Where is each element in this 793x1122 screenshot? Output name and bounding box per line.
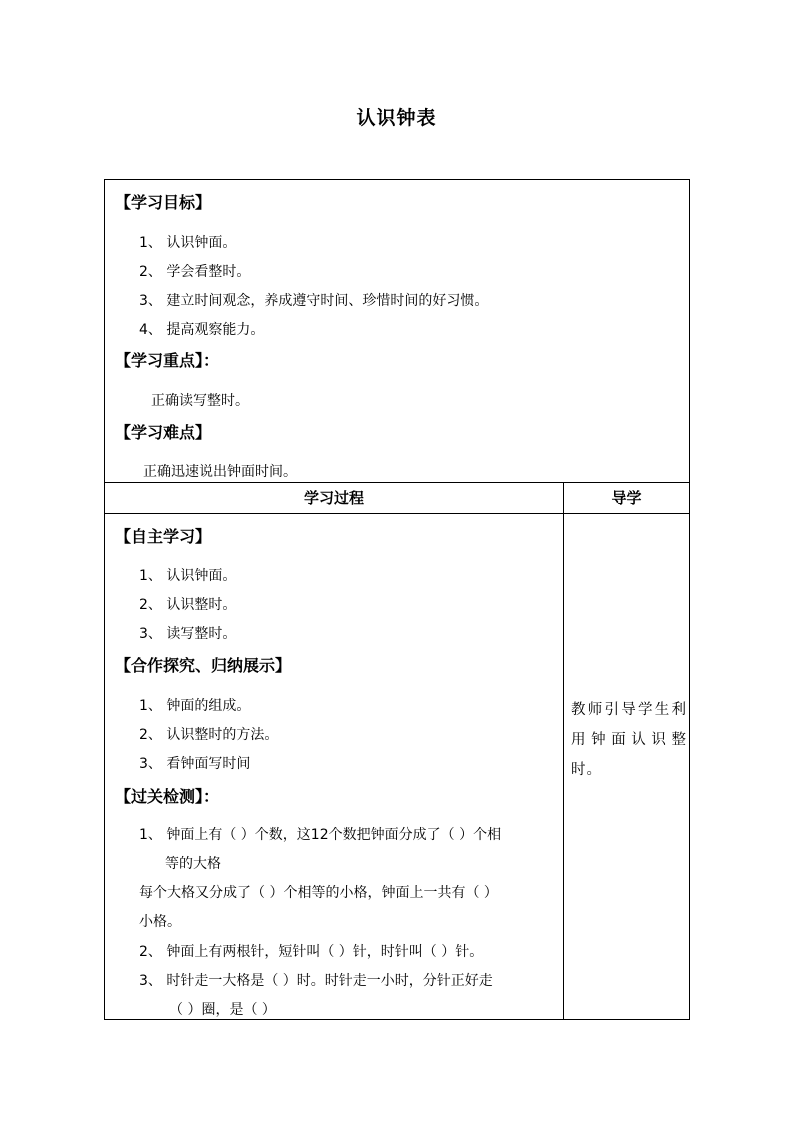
key-point-text: 正确读写整时。 xyxy=(151,393,249,409)
checkpoint-line: 3、 时针走一大格是（ ）时。时针走一小时，分针正好走 xyxy=(139,973,493,989)
objective-item: 1、 认识钟面。 xyxy=(139,235,237,251)
self-study-item: 1、 认识钟面。 xyxy=(139,568,237,584)
column-divider xyxy=(563,513,564,1019)
checkpoint-line: （ ）圈，是（ ） xyxy=(169,1002,276,1018)
checkpoint-line: 等的大格 xyxy=(165,856,221,872)
key-point-heading: 【学习重点】： xyxy=(115,351,220,370)
checkpoint-line: 1、 钟面上有（ ）个数，这12个数把钟面分成了（ ）个相 xyxy=(139,827,502,843)
cooperation-item: 2、 认识整时的方法。 xyxy=(139,727,279,743)
checkpoint-heading: 【过关检测】： xyxy=(115,787,220,806)
self-study-heading: 【自主学习】 xyxy=(115,527,212,546)
cooperation-heading: 【合作探究、归纳展示】 xyxy=(115,656,292,675)
checkpoint-line: 每个大格又分成了（ ）个相等的小格，钟面上一共有（ ） xyxy=(139,885,498,901)
process-box xyxy=(104,513,690,1020)
objective-item: 3、 建立时间观念，养成遵守时间、珍惜时间的好习惯。 xyxy=(139,293,489,309)
cooperation-item: 3、 看钟面写时间 xyxy=(139,756,251,772)
process-header: 学习过程 xyxy=(303,489,364,507)
difficulty-heading: 【学习难点】 xyxy=(115,423,212,442)
objective-item: 4、 提高观察能力。 xyxy=(139,322,265,338)
objectives-heading: 【学习目标】 xyxy=(115,193,212,212)
difficulty-text: 正确迅速说出钟面时间。 xyxy=(143,464,297,480)
checkpoint-line: 小格。 xyxy=(139,914,181,930)
self-study-item: 2、 认识整时。 xyxy=(139,597,237,613)
page-title: 认识钟表 xyxy=(356,107,437,129)
table-header xyxy=(104,482,690,514)
objectives-box xyxy=(104,179,690,483)
checkpoint-line: 2、 钟面上有两根针，短针叫（ ）针，时针叫（ ）针。 xyxy=(139,944,484,960)
guide-header: 导学 xyxy=(611,489,642,507)
guide-text: 教师引导学生利用钟面认识整时。 xyxy=(571,702,687,778)
self-study-item: 3、 读写整时。 xyxy=(139,626,237,642)
cooperation-item: 1、 钟面的组成。 xyxy=(139,698,251,714)
objective-item: 2、 学会看整时。 xyxy=(139,264,251,280)
